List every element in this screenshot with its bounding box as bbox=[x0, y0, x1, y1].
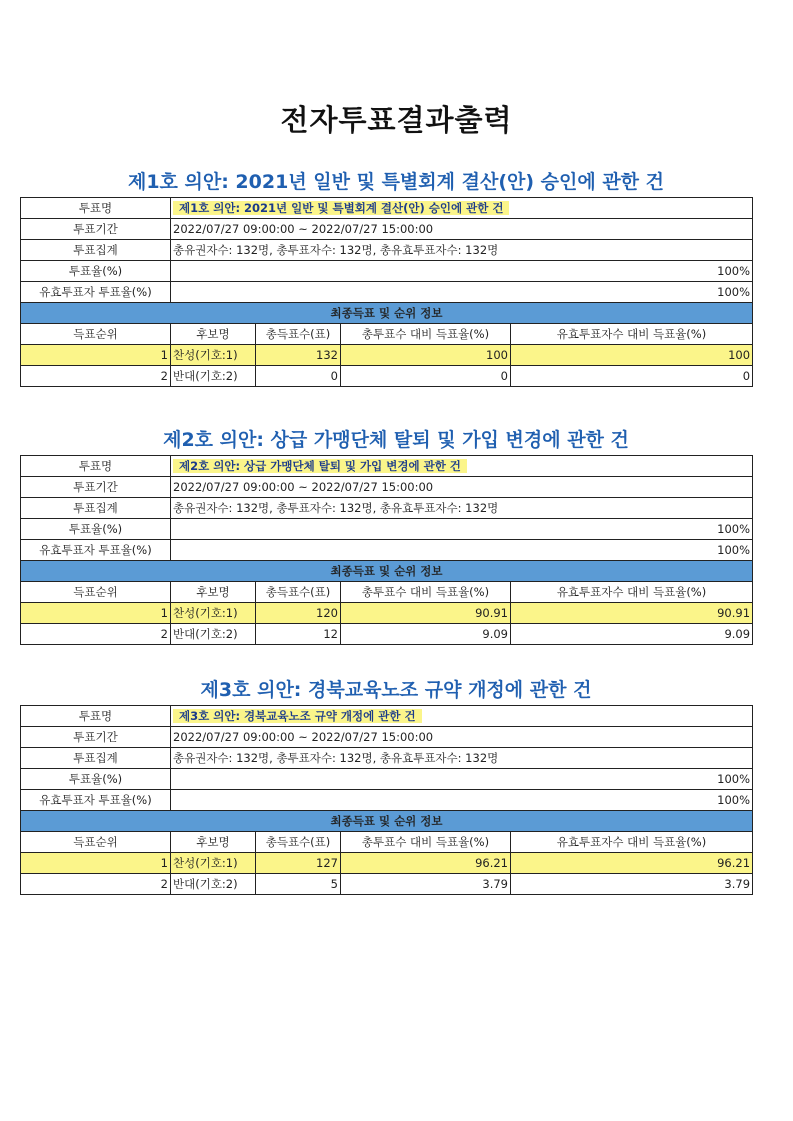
vote-name-row bbox=[21, 198, 753, 219]
col-total-pct-header: 총투표수 대비 득표율(%) bbox=[341, 832, 511, 853]
turnout-row bbox=[21, 519, 753, 540]
candidate-cell: 찬성(기호:1) bbox=[171, 603, 256, 624]
agenda-result-table bbox=[20, 455, 753, 645]
info-header-row bbox=[21, 811, 753, 832]
agenda-title: 제3호 의안: 경북교육노조 규약 개정에 관한 건 bbox=[200, 679, 592, 701]
col-candidate-header: 후보명 bbox=[171, 832, 256, 853]
valid-turnout-value: 100% bbox=[171, 282, 753, 303]
vote-period-row bbox=[21, 219, 753, 240]
col-candidate-header: 후보명 bbox=[171, 582, 256, 603]
vote-tally-label: 투표집계 bbox=[21, 498, 171, 519]
candidate-cell: 찬성(기호:1) bbox=[171, 345, 256, 366]
turnout-label: 투표율(%) bbox=[21, 519, 171, 540]
valid-turnout-label: 유효투표자 투표율(%) bbox=[21, 540, 171, 561]
total-pct-cell: 100 bbox=[341, 345, 511, 366]
vote-name-row bbox=[21, 456, 753, 477]
info-header: 최종득표 및 순위 정보 bbox=[21, 811, 753, 832]
result-row bbox=[21, 366, 753, 387]
valid-turnout-label: 유효투표자 투표율(%) bbox=[21, 790, 171, 811]
total-pct-cell: 96.21 bbox=[341, 853, 511, 874]
rank-cell: 2 bbox=[21, 624, 171, 645]
valid-turnout-value: 100% bbox=[171, 790, 753, 811]
vote-period-value: 2022/07/27 09:00:00 ~ 2022/07/27 15:00:00 bbox=[171, 219, 753, 240]
vote-period-label: 투표기간 bbox=[21, 727, 171, 748]
valid-turnout-row bbox=[21, 540, 753, 561]
turnout-value: 100% bbox=[171, 261, 753, 282]
vote-tally-value: 총유권자수: 132명, 총투표자수: 132명, 총유효투표자수: 132명 bbox=[171, 498, 753, 519]
column-header-row bbox=[21, 324, 753, 345]
vote-tally-row bbox=[21, 498, 753, 519]
vote-name-value: 제2호 의안: 상급 가맹단체 탈퇴 및 가입 변경에 관한 건 bbox=[173, 459, 467, 473]
col-total-pct-header: 총투표수 대비 득표율(%) bbox=[341, 582, 511, 603]
col-rank-header: 득표순위 bbox=[21, 582, 171, 603]
valid-pct-cell: 90.91 bbox=[511, 603, 753, 624]
vote-name-label: 투표명 bbox=[21, 456, 171, 477]
result-row-highlighted bbox=[21, 853, 753, 874]
vote-name-cell bbox=[171, 456, 753, 477]
vote-tally-value: 총유권자수: 132명, 총투표자수: 132명, 총유효투표자수: 132명 bbox=[171, 748, 753, 769]
rank-cell: 1 bbox=[21, 345, 171, 366]
vote-tally-row bbox=[21, 748, 753, 769]
col-valid-pct-header: 유효투표자수 대비 득표율(%) bbox=[511, 582, 753, 603]
valid-turnout-value: 100% bbox=[171, 540, 753, 561]
rank-cell: 1 bbox=[21, 853, 171, 874]
document-title: 전자투표결과출력 bbox=[280, 103, 513, 137]
col-votes-header: 총득표수(표) bbox=[256, 582, 341, 603]
vote-tally-row bbox=[21, 240, 753, 261]
rank-cell: 1 bbox=[21, 603, 171, 624]
valid-pct-cell: 0 bbox=[511, 366, 753, 387]
col-rank-header: 득표순위 bbox=[21, 832, 171, 853]
candidate-cell: 반대(기호:2) bbox=[171, 366, 256, 387]
votes-cell: 0 bbox=[256, 366, 341, 387]
votes-cell: 132 bbox=[256, 345, 341, 366]
info-header-row bbox=[21, 561, 753, 582]
valid-turnout-row bbox=[21, 282, 753, 303]
vote-name-row bbox=[21, 706, 753, 727]
valid-pct-cell: 9.09 bbox=[511, 624, 753, 645]
rank-cell: 2 bbox=[21, 366, 171, 387]
agenda-title: 제1호 의안: 2021년 일반 및 특별회계 결산(안) 승인에 관한 건 bbox=[127, 171, 665, 193]
vote-tally-value: 총유권자수: 132명, 총투표자수: 132명, 총유효투표자수: 132명 bbox=[171, 240, 753, 261]
col-valid-pct-header: 유효투표자수 대비 득표율(%) bbox=[511, 832, 753, 853]
col-votes-header: 총득표수(표) bbox=[256, 324, 341, 345]
valid-pct-cell: 96.21 bbox=[511, 853, 753, 874]
vote-period-row bbox=[21, 477, 753, 498]
agenda-title: 제2호 의안: 상급 가맹단체 탈퇴 및 가입 변경에 관한 건 bbox=[163, 429, 629, 451]
agenda-section-3 bbox=[20, 675, 752, 895]
col-valid-pct-header: 유효투표자수 대비 득표율(%) bbox=[511, 324, 753, 345]
vote-period-row bbox=[21, 727, 753, 748]
info-header-row bbox=[21, 303, 753, 324]
vote-name-value: 제1호 의안: 2021년 일반 및 특별회계 결산(안) 승인에 관한 건 bbox=[173, 201, 509, 215]
total-pct-cell: 9.09 bbox=[341, 624, 511, 645]
col-votes-header: 총득표수(표) bbox=[256, 832, 341, 853]
agenda-section-2 bbox=[20, 425, 752, 645]
total-pct-cell: 3.79 bbox=[341, 874, 511, 895]
candidate-cell: 반대(기호:2) bbox=[171, 874, 256, 895]
total-pct-cell: 0 bbox=[341, 366, 511, 387]
result-row bbox=[21, 624, 753, 645]
candidate-cell: 반대(기호:2) bbox=[171, 624, 256, 645]
agenda-result-table bbox=[20, 197, 753, 387]
vote-name-cell bbox=[171, 198, 753, 219]
agenda-result-table bbox=[20, 705, 753, 895]
votes-cell: 120 bbox=[256, 603, 341, 624]
column-header-row bbox=[21, 582, 753, 603]
turnout-row bbox=[21, 769, 753, 790]
total-pct-cell: 90.91 bbox=[341, 603, 511, 624]
votes-cell: 127 bbox=[256, 853, 341, 874]
turnout-label: 투표율(%) bbox=[21, 769, 171, 790]
votes-cell: 5 bbox=[256, 874, 341, 895]
vote-tally-label: 투표집계 bbox=[21, 240, 171, 261]
vote-name-value: 제3호 의안: 경북교육노조 규약 개정에 관한 건 bbox=[173, 709, 422, 723]
info-header: 최종득표 및 순위 정보 bbox=[21, 303, 753, 324]
valid-pct-cell: 3.79 bbox=[511, 874, 753, 895]
info-header: 최종득표 및 순위 정보 bbox=[21, 561, 753, 582]
col-total-pct-header: 총투표수 대비 득표율(%) bbox=[341, 324, 511, 345]
vote-period-label: 투표기간 bbox=[21, 219, 171, 240]
turnout-value: 100% bbox=[171, 519, 753, 540]
vote-period-label: 투표기간 bbox=[21, 477, 171, 498]
valid-turnout-label: 유효투표자 투표율(%) bbox=[21, 282, 171, 303]
vote-name-label: 투표명 bbox=[21, 706, 171, 727]
turnout-value: 100% bbox=[171, 769, 753, 790]
vote-tally-label: 투표집계 bbox=[21, 748, 171, 769]
column-header-row bbox=[21, 832, 753, 853]
rank-cell: 2 bbox=[21, 874, 171, 895]
col-rank-header: 득표순위 bbox=[21, 324, 171, 345]
turnout-label: 투표율(%) bbox=[21, 261, 171, 282]
vote-period-value: 2022/07/27 09:00:00 ~ 2022/07/27 15:00:00 bbox=[171, 477, 753, 498]
result-row-highlighted bbox=[21, 345, 753, 366]
turnout-row bbox=[21, 261, 753, 282]
result-row bbox=[21, 874, 753, 895]
col-candidate-header: 후보명 bbox=[171, 324, 256, 345]
vote-name-label: 투표명 bbox=[21, 198, 171, 219]
agenda-section-1 bbox=[20, 167, 752, 387]
vote-period-value: 2022/07/27 09:00:00 ~ 2022/07/27 15:00:00 bbox=[171, 727, 753, 748]
vote-name-cell bbox=[171, 706, 753, 727]
valid-pct-cell: 100 bbox=[511, 345, 753, 366]
candidate-cell: 찬성(기호:1) bbox=[171, 853, 256, 874]
valid-turnout-row bbox=[21, 790, 753, 811]
result-row-highlighted bbox=[21, 603, 753, 624]
votes-cell: 12 bbox=[256, 624, 341, 645]
